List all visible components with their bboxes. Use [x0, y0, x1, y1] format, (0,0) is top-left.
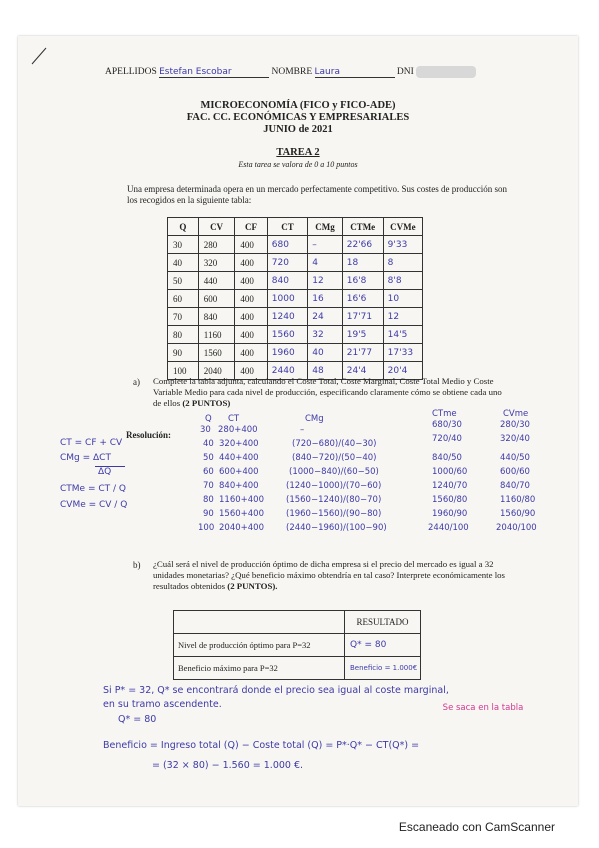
question-b-label: b) — [133, 560, 141, 570]
col-header: CT — [267, 218, 308, 236]
table-cell: 60 — [168, 290, 199, 308]
cost-table-header — [168, 218, 423, 236]
result-row — [174, 657, 421, 680]
table-cell: 680 — [267, 236, 308, 254]
res-ct: 840+400 — [219, 481, 259, 491]
formula-ct: CT = CF + CV — [60, 438, 123, 448]
res-q: 60 — [203, 467, 214, 477]
res-cvme: 2040/100 — [496, 523, 537, 533]
table-cell: 100 — [168, 362, 199, 380]
question-b-text — [153, 559, 505, 592]
question-b-body: ¿Cuál será el nivel de producción óptimo de dicha empresa si el precio del mercado es igual a 32 unidades monetarias? ¿Qué beneficio máximo obtendría en tal caso? Interprete económicamente los resultados obtenidos — [153, 559, 505, 591]
table-cell: 21'77 — [342, 344, 383, 362]
table-cell: 24'4 — [342, 362, 383, 380]
answer-note: Se saca en la tabla — [442, 703, 524, 713]
result-value: Beneficio = 1.000€ — [345, 657, 421, 680]
table-cell: 1560 — [267, 326, 308, 344]
result-label: Beneficio máximo para P=32 — [174, 657, 345, 680]
answer-line-2: en su tramo ascendente. — [103, 699, 222, 710]
table-cell: 16 — [308, 290, 342, 308]
res-cvme: 320/40 — [500, 434, 530, 444]
table-cell: 17'33 — [383, 344, 422, 362]
res-q: 40 — [203, 439, 214, 449]
table-cell: 16'8 — [342, 272, 383, 290]
answer-line-4: Beneficio = Ingreso total (Q) − Coste total (Q) = P*·Q* − CT(Q*) = — [103, 740, 420, 751]
res-cvme: 600/60 — [500, 467, 530, 477]
res-cmg: (720−680)/(40−30) — [292, 439, 377, 449]
res-ct: 280+400 — [218, 425, 258, 435]
dni-redacted — [416, 66, 476, 78]
table-cell: – — [308, 236, 342, 254]
res-ct: 2040+400 — [219, 523, 264, 533]
table-cell: 40 — [308, 344, 342, 362]
table-cell: 400 — [235, 344, 267, 362]
nombre-value: Laura — [315, 67, 395, 78]
res-ct: 320+400 — [219, 439, 259, 449]
table-cell: 16'6 — [342, 290, 383, 308]
table-row — [168, 254, 423, 272]
table-cell: 1160 — [198, 326, 235, 344]
res-cmg: (1240−1000)/(70−60) — [286, 481, 382, 491]
question-a-body: Complete la tabla adjunta, calculando el Coste Total, Coste Marginal, Coste Total Medio y Coste Variable Medio para cada nivel de producción, especificando claramente cómo se obtiene cada uno de ellos — [153, 376, 502, 408]
res-cvme: 1160/80 — [500, 495, 536, 505]
table-row — [168, 272, 423, 290]
table-cell: 320 — [198, 254, 235, 272]
res-cvme: 440/50 — [500, 453, 530, 463]
table-cell: 400 — [235, 308, 267, 326]
res-header-ct: CT — [228, 414, 240, 424]
col-header: CF — [235, 218, 267, 236]
result-header: RESULTADO — [345, 611, 421, 634]
pen-mark — [30, 46, 50, 66]
res-cvme: 840/70 — [500, 481, 530, 491]
res-ct: 440+400 — [219, 453, 259, 463]
res-ctme: 680/30 — [432, 420, 462, 430]
res-header-cmg: CMg — [305, 414, 324, 424]
table-cell: 18 — [342, 254, 383, 272]
res-header-cvme: CVme — [503, 409, 529, 419]
question-a-text — [153, 376, 505, 409]
result-header-row — [174, 611, 421, 634]
cost-table — [167, 217, 423, 380]
nombre-label: NOMBRE — [271, 67, 313, 78]
res-ctme: 720/40 — [432, 434, 462, 444]
res-cvme: 1560/90 — [500, 509, 536, 519]
question-a-label: a) — [133, 377, 140, 387]
res-cvme: 280/30 — [500, 420, 530, 430]
table-cell: 8 — [383, 254, 422, 272]
table-cell: 12 — [308, 272, 342, 290]
res-cmg: (1000−840)/(60−50) — [289, 467, 379, 477]
table-cell: 400 — [235, 272, 267, 290]
task-subtitle: Esta tarea se valora de 0 a 10 puntos — [238, 160, 358, 169]
result-label: Nivel de producción óptimo para P=32 — [174, 634, 345, 657]
table-cell: 4 — [308, 254, 342, 272]
question-a-points: (2 PUNTOS) — [182, 398, 231, 408]
table-cell: 400 — [235, 362, 267, 380]
dni-label: DNI — [396, 67, 414, 78]
table-cell: 50 — [168, 272, 199, 290]
formula-delta-q: ΔQ — [98, 467, 112, 477]
table-cell: 600 — [198, 290, 235, 308]
resolution-label: Resolución: — [126, 430, 171, 440]
table-cell: 90 — [168, 344, 199, 362]
res-q: 30 — [200, 425, 211, 435]
res-ct: 600+400 — [219, 467, 259, 477]
table-cell: 17'71 — [342, 308, 383, 326]
table-cell: 10 — [383, 290, 422, 308]
table-cell: 8'8 — [383, 272, 422, 290]
table-cell: 280 — [198, 236, 235, 254]
exam-date: JUNIO de 2021 — [263, 124, 333, 135]
task-title: TAREA 2 — [276, 147, 320, 158]
apellidos-label: APELLIDOS — [105, 67, 157, 78]
table-cell: 2440 — [267, 362, 308, 380]
res-ctme: 1560/80 — [432, 495, 468, 505]
res-ct: 1560+400 — [219, 509, 264, 519]
course-title: MICROECONOMÍA (FICO y FICO-ADE) — [200, 100, 396, 111]
res-q: 80 — [203, 495, 214, 505]
table-cell: 19'5 — [342, 326, 383, 344]
table-cell: 840 — [267, 272, 308, 290]
table-row — [168, 326, 423, 344]
res-ctme: 1000/60 — [432, 467, 468, 477]
table-cell: 720 — [267, 254, 308, 272]
table-cell: 2040 — [198, 362, 235, 380]
table-cell: 9'33 — [383, 236, 422, 254]
table-cell: 80 — [168, 326, 199, 344]
answer-line-1: Si P* = 32, Q* se encontrará donde el precio sea igual al coste marginal, — [103, 685, 449, 696]
table-cell: 22'66 — [342, 236, 383, 254]
faculty-title: FAC. CC. ECONÓMICAS Y EMPRESARIALES — [186, 112, 410, 123]
table-cell: 1960 — [267, 344, 308, 362]
answer-line-3: Q* = 80 — [118, 714, 157, 725]
res-ctme: 1240/70 — [432, 481, 468, 491]
res-q: 90 — [203, 509, 214, 519]
res-header-q: Q — [205, 414, 212, 424]
table-cell: 70 — [168, 308, 199, 326]
scanner-footer: Escaneado con CamScanner — [398, 820, 555, 834]
res-q: 100 — [198, 523, 215, 533]
student-header — [105, 66, 565, 82]
formula-cmg: CMg = ΔCT — [60, 453, 111, 463]
col-header: CV — [198, 218, 235, 236]
col-header: Q — [168, 218, 199, 236]
answer-line-5: = (32 × 80) − 1.560 = 1.000 €. — [152, 760, 304, 771]
res-q: 50 — [203, 453, 214, 463]
col-header: CMg — [308, 218, 342, 236]
table-cell: 24 — [308, 308, 342, 326]
result-row — [174, 634, 421, 657]
result-empty-cell — [174, 611, 345, 634]
question-b-points: (2 PUNTOS). — [227, 581, 278, 591]
table-cell: 32 — [308, 326, 342, 344]
table-cell: 400 — [235, 236, 267, 254]
table-cell: 1000 — [267, 290, 308, 308]
res-header-ctme: CTme — [432, 409, 457, 419]
res-ct: 1160+400 — [219, 495, 264, 505]
table-cell: 840 — [198, 308, 235, 326]
res-cmg: – — [300, 425, 305, 435]
res-ctme: 2440/100 — [428, 523, 469, 533]
table-row — [168, 344, 423, 362]
table-cell: 440 — [198, 272, 235, 290]
intro-text: Una empresa determinada opera en un mercado perfectamente competitivo. Sus costes de producción son los recogidos en la siguiente tabla: — [127, 184, 507, 205]
table-cell: 400 — [235, 290, 267, 308]
res-cmg: (840−720)/(50−40) — [292, 453, 377, 463]
res-cmg: (2440−1960)/(100−90) — [286, 523, 387, 533]
col-header: CTMe — [342, 218, 383, 236]
result-value: Q* = 80 — [345, 634, 421, 657]
res-ctme: 840/50 — [432, 453, 462, 463]
res-cmg: (1560−1240)/(80−70) — [286, 495, 382, 505]
formula-ctme: CTMe = CT / Q — [60, 484, 126, 494]
res-q: 70 — [203, 481, 214, 491]
table-cell: 400 — [235, 326, 267, 344]
table-cell: 1240 — [267, 308, 308, 326]
title-block — [18, 100, 578, 136]
table-row — [168, 290, 423, 308]
res-ctme: 1960/90 — [432, 509, 468, 519]
table-cell: 48 — [308, 362, 342, 380]
table-cell: 14'5 — [383, 326, 422, 344]
table-cell: 1560 — [198, 344, 235, 362]
table-row — [168, 308, 423, 326]
col-header: CVMe — [383, 218, 422, 236]
table-cell: 12 — [383, 308, 422, 326]
formula-cvme: CVMe = CV / Q — [60, 500, 128, 510]
table-cell: 30 — [168, 236, 199, 254]
res-cmg: (1960−1560)/(90−80) — [286, 509, 382, 519]
table-cell: 20'4 — [383, 362, 422, 380]
result-table — [173, 610, 421, 680]
table-cell: 400 — [235, 254, 267, 272]
table-cell: 40 — [168, 254, 199, 272]
table-row — [168, 236, 423, 254]
apellidos-value: Estefan Escobar — [159, 67, 269, 78]
